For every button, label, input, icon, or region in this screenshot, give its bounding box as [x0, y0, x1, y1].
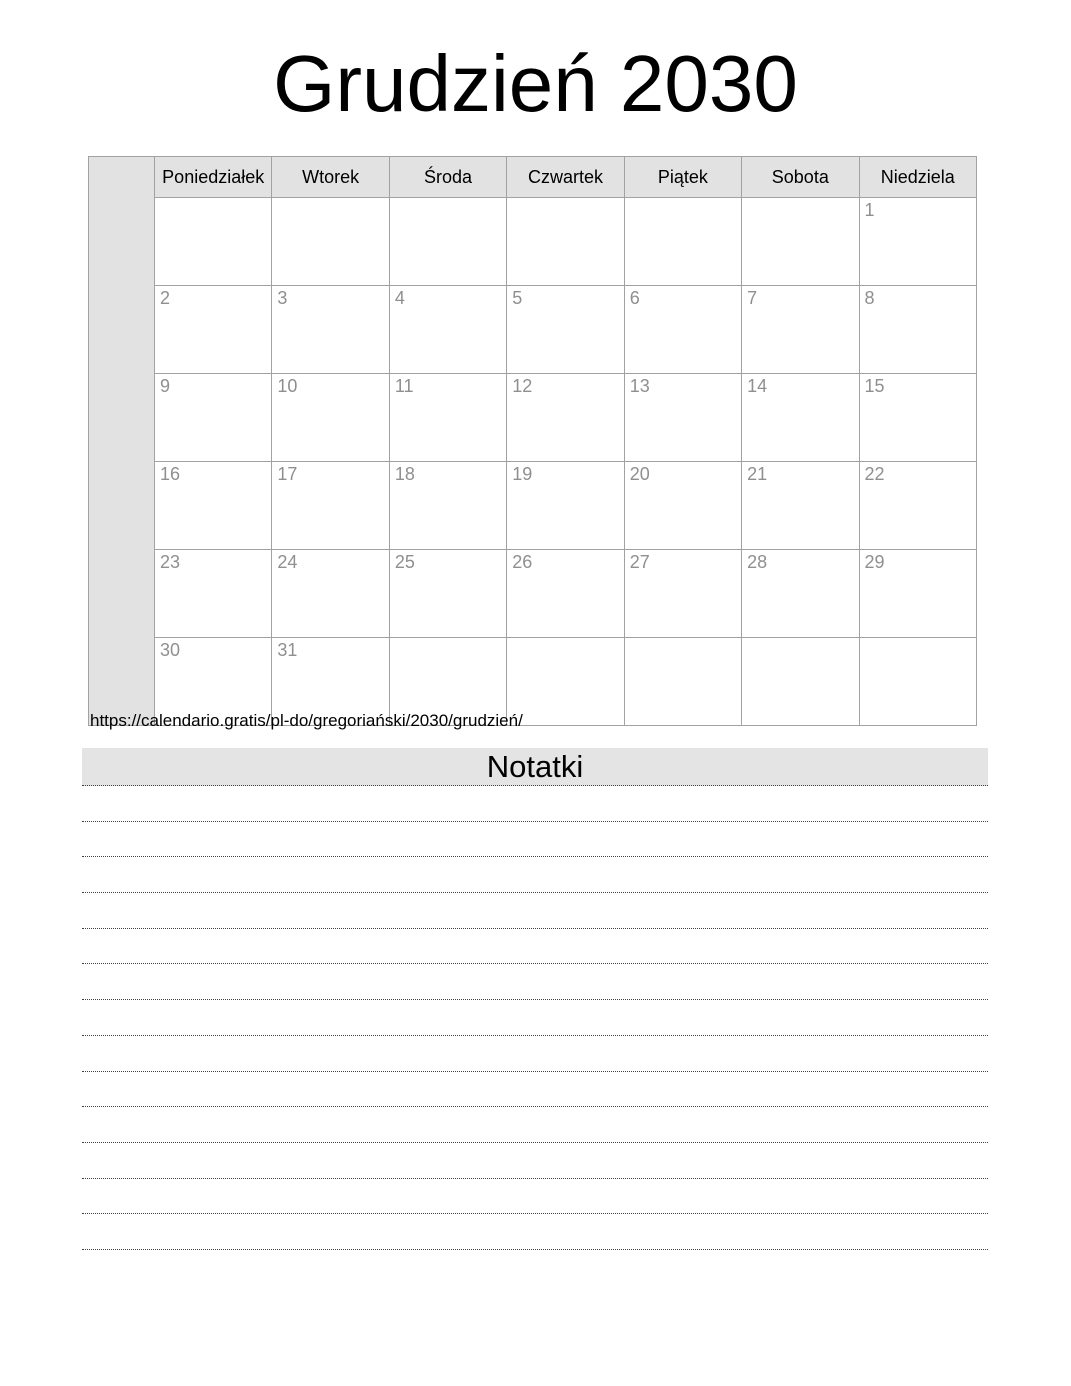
calendar-day-cell-3: 3 — [272, 286, 389, 374]
calendar-day-cell-empty — [155, 198, 272, 286]
calendar-day-cell-11: 11 — [389, 374, 506, 462]
weekday-header-tuesday: Wtorek — [272, 157, 389, 198]
note-line — [82, 786, 988, 822]
weekday-header-friday: Piątek — [624, 157, 741, 198]
weekday-header-sunday: Niedziela — [859, 157, 976, 198]
notes-title: Notatki — [486, 749, 584, 784]
calendar-day-cell-empty — [389, 198, 506, 286]
notes-lines-area — [82, 786, 988, 1250]
calendar-day-cell-2: 2 — [155, 286, 272, 374]
calendar-day-cell-31: 31 — [272, 638, 389, 726]
calendar-day-cell-17: 17 — [272, 462, 389, 550]
calendar-day-cell-empty — [742, 638, 859, 726]
calendar-day-cell-27: 27 — [624, 550, 741, 638]
note-line — [82, 1036, 988, 1072]
note-line — [82, 857, 988, 893]
note-line — [82, 1179, 988, 1215]
note-line — [82, 1143, 988, 1179]
calendar-day-cell-empty — [624, 638, 741, 726]
calendar-header-row — [89, 157, 977, 198]
calendar-week-row — [89, 286, 977, 374]
calendar-day-cell-4: 4 — [389, 286, 506, 374]
note-line — [82, 1107, 988, 1143]
calendar-week-row — [89, 374, 977, 462]
calendar-day-cell-empty — [859, 638, 976, 726]
page-title: Grudzień 2030 — [273, 39, 798, 128]
weekday-header-thursday: Czwartek — [507, 157, 624, 198]
calendar-day-cell-18: 18 — [389, 462, 506, 550]
calendar-day-cell-22: 22 — [859, 462, 976, 550]
source-url-text: https://calendario.gratis/pl-do/gregoriański/2030/grudzień/ — [90, 711, 523, 730]
calendar-day-cell-12: 12 — [507, 374, 624, 462]
calendar-day-cell-9: 9 — [155, 374, 272, 462]
weekday-header-monday: Poniedziałek — [155, 157, 272, 198]
calendar-day-cell-empty — [507, 198, 624, 286]
calendar-day-cell-29: 29 — [859, 550, 976, 638]
calendar-day-cell-7: 7 — [742, 286, 859, 374]
calendar-day-cell-25: 25 — [389, 550, 506, 638]
calendar-week-row — [89, 550, 977, 638]
note-line — [82, 1214, 988, 1250]
note-line — [82, 1072, 988, 1108]
calendar-day-cell-24: 24 — [272, 550, 389, 638]
weekday-header-wednesday: Środa — [389, 157, 506, 198]
notes-section — [82, 748, 988, 1250]
note-line — [82, 1000, 988, 1036]
note-line — [82, 893, 988, 929]
calendar-day-cell-20: 20 — [624, 462, 741, 550]
calendar-day-cell-28: 28 — [742, 550, 859, 638]
calendar-day-cell-1: 1 — [859, 198, 976, 286]
calendar-day-cell-10: 10 — [272, 374, 389, 462]
calendar-left-margin — [89, 157, 155, 726]
calendar-day-cell-26: 26 — [507, 550, 624, 638]
note-line — [82, 822, 988, 858]
calendar-day-cell-empty — [624, 198, 741, 286]
calendar-day-cell-empty — [742, 198, 859, 286]
calendar-day-cell-16: 16 — [155, 462, 272, 550]
notes-title-bar — [82, 748, 988, 786]
calendar-week-row — [89, 198, 977, 286]
calendar-day-cell-23: 23 — [155, 550, 272, 638]
calendar-day-cell-13: 13 — [624, 374, 741, 462]
calendar-day-cell-19: 19 — [507, 462, 624, 550]
calendar-day-cell-empty — [272, 198, 389, 286]
note-line — [82, 929, 988, 965]
calendar-day-cell-15: 15 — [859, 374, 976, 462]
calendar-table — [88, 156, 977, 726]
calendar-day-cell-8: 8 — [859, 286, 976, 374]
calendar-day-cell-14: 14 — [742, 374, 859, 462]
calendar-week-row — [89, 462, 977, 550]
note-line — [82, 964, 988, 1000]
calendar-day-cell-21: 21 — [742, 462, 859, 550]
calendar-day-cell-6: 6 — [624, 286, 741, 374]
calendar-day-cell-5: 5 — [507, 286, 624, 374]
weekday-header-saturday: Sobota — [742, 157, 859, 198]
calendar-day-cell-30: 30 — [155, 638, 272, 726]
calendar-day-cell-empty — [507, 638, 624, 726]
